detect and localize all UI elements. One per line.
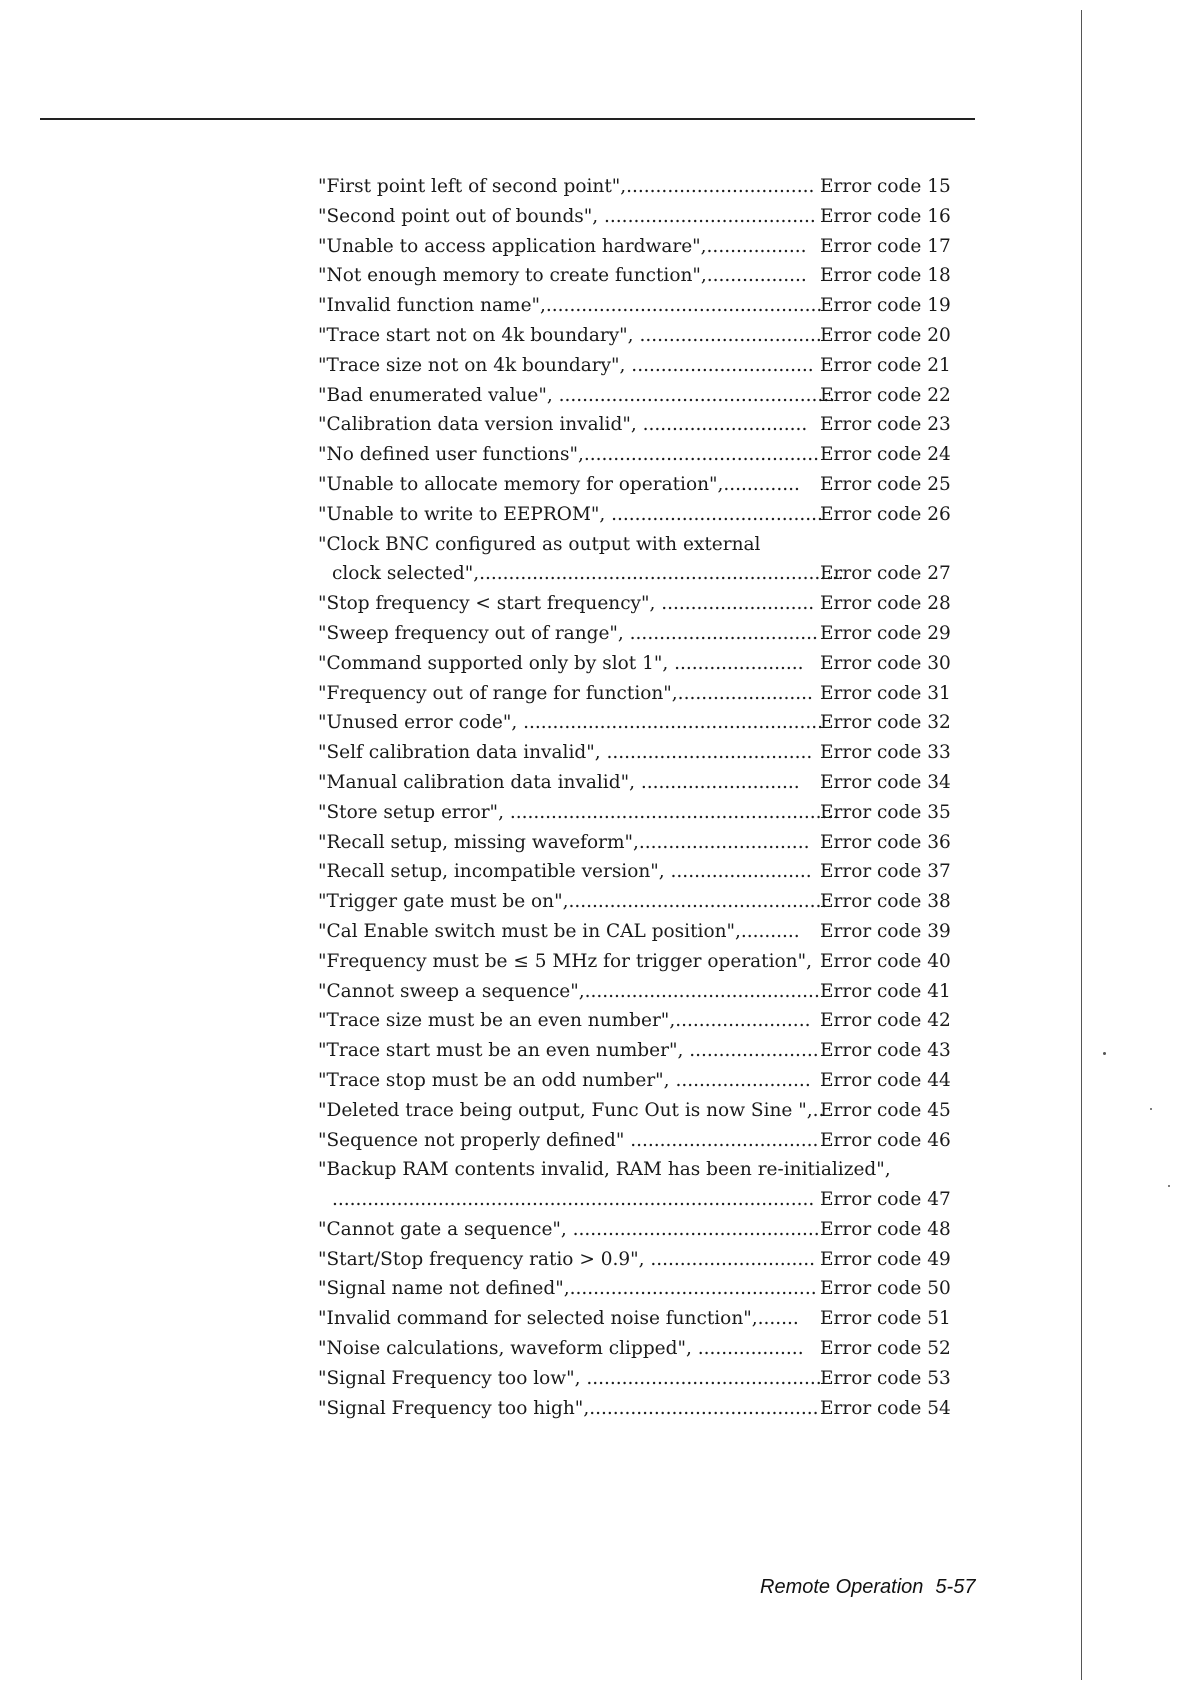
error-code: Error code 29 <box>820 622 951 644</box>
error-code: Error code 34 <box>820 771 951 793</box>
error-code: Error code 30 <box>820 652 951 674</box>
scan-speck <box>1150 1108 1152 1110</box>
error-row <box>318 1304 951 1334</box>
error-message-line: "Not enough memory to create function",................. <box>318 265 807 287</box>
error-row <box>318 1006 951 1036</box>
error-code: Error code 24 <box>820 444 951 466</box>
error-row <box>318 1066 951 1096</box>
error-message <box>318 232 807 262</box>
error-code: Error code 44 <box>820 1069 951 1091</box>
error-message-line: "Second point out of bounds", .................................... <box>318 205 816 227</box>
error-row <box>318 291 951 321</box>
error-row <box>318 351 951 381</box>
error-message <box>318 351 814 381</box>
error-message-line: "Recall setup, missing waveform",............................. <box>318 831 810 853</box>
error-code: Error code 19 <box>820 295 951 317</box>
error-code: Error code 33 <box>820 742 951 764</box>
error-code: Error code 15 <box>820 176 951 197</box>
error-code: Error code 47 <box>820 1189 951 1211</box>
error-row <box>318 172 951 202</box>
error-code: Error code 49 <box>820 1248 951 1270</box>
error-message-line: "Calibration data version invalid", ............................ <box>318 414 808 436</box>
error-row <box>318 1274 951 1304</box>
error-message-line: "Signal name not defined",.......................................... <box>318 1278 817 1300</box>
error-row <box>318 947 951 977</box>
error-message <box>318 798 840 828</box>
error-row <box>318 1096 951 1126</box>
error-message <box>318 649 804 679</box>
error-message <box>318 1274 817 1304</box>
error-row <box>318 619 951 649</box>
error-message <box>318 500 823 530</box>
error-row <box>318 381 951 411</box>
error-row <box>318 589 951 619</box>
error-row <box>318 1126 951 1156</box>
error-code: Error code 31 <box>820 682 951 704</box>
error-message-line: clock selected",.............................................................. <box>332 563 844 585</box>
error-message-line: "Unused error code", ................................................... <box>318 712 824 734</box>
error-message <box>318 738 813 768</box>
error-message-line: "Invalid function name",............................................... <box>318 295 823 317</box>
error-code: Error code 21 <box>820 354 951 376</box>
error-message <box>318 887 828 917</box>
error-message <box>318 1334 804 1364</box>
error-row <box>318 679 951 709</box>
error-code: Error code 16 <box>820 205 951 227</box>
error-message-line: "Command supported only by slot 1", ...................... <box>318 652 804 674</box>
error-message <box>318 381 836 411</box>
error-message <box>318 202 816 232</box>
error-code: Error code 48 <box>820 1218 951 1240</box>
scan-speck <box>1168 1185 1170 1187</box>
error-message <box>318 589 815 619</box>
error-message-line: "Trigger gate must be on",............................................ <box>318 891 828 913</box>
error-code: Error code 41 <box>820 980 951 1002</box>
error-message <box>318 917 800 947</box>
page-edge-line <box>1081 10 1082 1680</box>
error-message <box>318 1245 816 1275</box>
error-row <box>318 1215 951 1245</box>
error-message <box>318 1036 819 1066</box>
error-message <box>318 619 818 649</box>
error-row <box>318 1245 951 1275</box>
error-message-line: "Trace start not on 4k boundary", ............................... <box>318 324 822 346</box>
error-code: Error code 52 <box>820 1338 951 1360</box>
error-message-line: "Deleted trace being output, Func Out is now Sine ",.. <box>318 1099 825 1121</box>
error-message <box>318 768 800 798</box>
error-row <box>318 410 951 440</box>
error-code-list <box>318 172 951 1423</box>
error-message-line: "Unable to access application hardware",................. <box>318 235 807 257</box>
error-message-line: "Sequence not properly defined" ................................ <box>318 1129 819 1151</box>
error-message <box>318 1126 819 1156</box>
error-message <box>318 321 822 351</box>
error-message <box>318 530 844 590</box>
page-number: 5-57 <box>935 1576 976 1598</box>
error-row <box>318 1334 951 1364</box>
error-row <box>318 1364 951 1394</box>
error-message-line: "Sweep frequency out of range", ................................ <box>318 622 818 644</box>
error-row <box>318 708 951 738</box>
error-row <box>318 768 951 798</box>
error-message-line: "Self calibration data invalid", ................................... <box>318 742 813 764</box>
error-code: Error code 42 <box>820 1010 951 1032</box>
error-row <box>318 1394 951 1424</box>
error-row <box>318 828 951 858</box>
error-row <box>318 798 951 828</box>
error-message <box>318 857 812 887</box>
error-message-line: "Invalid command for selected noise function",....... <box>318 1308 799 1330</box>
error-row <box>318 917 951 947</box>
error-message-line: "Signal Frequency too high",....................................... <box>318 1397 819 1419</box>
error-message-line: "Cannot sweep a sequence",........................................ <box>318 980 820 1002</box>
error-row <box>318 649 951 679</box>
error-message <box>318 1215 820 1245</box>
error-message <box>318 470 800 500</box>
error-code: Error code 23 <box>820 414 951 436</box>
error-code: Error code 38 <box>820 891 951 913</box>
error-message-line: "Store setup error", ........................................................ <box>318 801 840 823</box>
error-row <box>318 202 951 232</box>
error-code: Error code 25 <box>820 473 951 495</box>
error-row <box>318 321 951 351</box>
error-message-line: "Signal Frequency too low", ........................................ <box>318 1367 822 1389</box>
error-message <box>318 708 824 738</box>
error-message <box>318 679 813 709</box>
error-message-line: "Frequency out of range for function",....................... <box>318 682 813 704</box>
error-code: Error code 27 <box>820 563 951 585</box>
error-message <box>318 977 820 1007</box>
error-code: Error code 26 <box>820 503 951 525</box>
error-code: Error code 43 <box>820 1040 951 1062</box>
error-code: Error code 46 <box>820 1129 951 1151</box>
error-code: Error code 39 <box>820 920 951 942</box>
error-row <box>318 530 951 590</box>
footer-section-title: Remote Operation <box>760 1576 924 1598</box>
error-message-line: "Cal Enable switch must be in CAL position",.......... <box>318 920 800 942</box>
error-code: Error code 20 <box>820 324 951 346</box>
error-code: Error code 53 <box>820 1367 951 1389</box>
scan-speck <box>1103 1052 1106 1055</box>
error-code: Error code 28 <box>820 593 951 615</box>
error-row <box>318 500 951 530</box>
error-message-line: "Manual calibration data invalid", ........................... <box>318 771 800 793</box>
error-message <box>318 828 810 858</box>
error-message-line: "Start/Stop frequency ratio > 0.9", ............................ <box>318 1248 816 1270</box>
error-message-line: "Trace size not on 4k boundary", ............................... <box>318 354 814 376</box>
error-row <box>318 977 951 1007</box>
error-message <box>318 1394 819 1424</box>
error-message-line: "Backup RAM contents invalid, RAM has been re-initialized", <box>318 1159 891 1181</box>
error-message-line: "Noise calculations, waveform clipped", .................. <box>318 1338 804 1360</box>
error-code: Error code 51 <box>820 1308 951 1330</box>
error-code: Error code 50 <box>820 1278 951 1300</box>
error-code: Error code 35 <box>820 801 951 823</box>
error-code: Error code 17 <box>820 235 951 257</box>
error-message <box>318 947 812 977</box>
error-message-line: "Frequency must be ≤ 5 MHz for trigger operation", <box>318 950 812 972</box>
error-row <box>318 261 951 291</box>
error-message <box>318 410 808 440</box>
error-code: Error code 36 <box>820 831 951 853</box>
page-footer <box>760 1576 975 1599</box>
error-message-line: "Clock BNC configured as output with external <box>318 533 761 555</box>
error-message-line: "First point left of second point",................................ <box>318 176 815 197</box>
error-row <box>318 887 951 917</box>
error-row <box>318 440 951 470</box>
error-message <box>318 1096 825 1126</box>
error-row <box>318 857 951 887</box>
error-message-line: "Bad enumerated value", ............................................... <box>318 384 836 406</box>
error-message-line: "Trace size must be an even number",....................... <box>318 1010 811 1032</box>
error-message <box>318 1066 811 1096</box>
error-row <box>318 470 951 500</box>
error-code: Error code 54 <box>820 1397 951 1419</box>
error-message-line: "Unable to write to EEPROM", .................................... <box>318 503 823 525</box>
error-message <box>318 291 823 321</box>
error-row <box>318 1155 951 1215</box>
error-code: Error code 37 <box>820 861 951 883</box>
error-row <box>318 1036 951 1066</box>
error-row <box>318 738 951 768</box>
error-message-line: "Recall setup, incompatible version", ........................ <box>318 861 812 883</box>
error-message-line: "Stop frequency < start frequency", .......................... <box>318 593 815 615</box>
error-message-line: .................................................................................. <box>332 1189 815 1211</box>
error-message-line: "No defined user functions",........................................ <box>318 444 820 466</box>
error-code: Error code 18 <box>820 265 951 287</box>
error-code: Error code 22 <box>820 384 951 406</box>
error-code: Error code 45 <box>820 1099 951 1121</box>
error-message <box>318 172 815 202</box>
error-message <box>318 1304 799 1334</box>
error-message <box>318 440 820 470</box>
error-message <box>318 261 807 291</box>
error-message-line: "Trace start must be an even number", ...................... <box>318 1040 819 1062</box>
header-rule <box>40 118 975 120</box>
error-code: Error code 32 <box>820 712 951 734</box>
error-message-line: "Cannot gate a sequence", .......................................... <box>318 1218 820 1240</box>
error-row <box>318 232 951 262</box>
error-message-line: "Trace stop must be an odd number", ....................... <box>318 1069 811 1091</box>
error-message-line: "Unable to allocate memory for operation",............. <box>318 473 800 495</box>
error-message <box>318 1006 811 1036</box>
error-message <box>318 1364 822 1394</box>
error-code: Error code 40 <box>820 950 951 972</box>
